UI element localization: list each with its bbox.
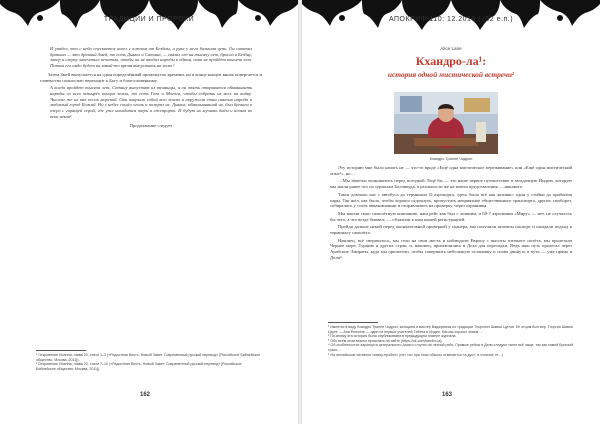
left-body-text: [40, 44, 262, 131]
left-page-number: 162: [140, 392, 151, 398]
paragraph: Наконец, всё свершилось, мы сели на свои места и наблюдали Европу с высоты птичьего полёта, мы пролетали Черное море, Турцию и других стран, и, наконец, приземлились в Доха для пересадки. Ведь наш путь пролегал через Арабские Эмираты, куда мы прилетели, чтобы совершить небольшую остановку и снова двинуть в путь — уже прямо в Дели⁴.: [330, 237, 572, 260]
intro-quote: И увидел, что с неба спускается ангел с ключом от Бездны, и руке у него большая цепь. Он схватил дракона — это древний Змей, то есть Дьявол и Сатана, — связал его на тысячу лет, бросил в Бездну, запер и сверху запечатал печатью, чтобы он не вводил народы в обман, пока не пройдёт тысяча лет. Потом его надо будет на какой-то время выпустить на волю.¹: [50, 46, 252, 69]
footnote: ² Откровение Иоанна, глава 20, стихи 7–10 («Радостная Весть. Новый Завет. Современный русский перевод» [Российское Библейское общество, Москва, 2011]).: [36, 362, 242, 371]
right-footnote-rule: [328, 322, 378, 323]
left-footnote-rule: [36, 350, 86, 351]
paragraph: Эту историю мне было начать не — что-то вроде «Ещё одна мистическое переживание» или «Ещё один мистический опыт³», но…: [330, 165, 572, 176]
right-page: [302, 0, 600, 424]
footnote: ¹ Имеется в виду Кхандро Тринле Чодрон, женщина и мастер Ваджраяны по традиции Тхоргэнгх Шавьи Цуглаг. Её отцом был вер. Тхорган Шавья Цэрнг — Ана Ринпоче — один из первых учителей Тибета в Индии. Как мы хорошо знаем…: [328, 325, 573, 334]
right-page-number: 163: [442, 392, 453, 398]
continuation-note: Продолжение следует: [129, 123, 173, 129]
left-footnotes: [36, 353, 262, 371]
left-running-head: ТРАДИЦИИ И ПРОРОКИ: [103, 16, 195, 23]
left-page: [0, 0, 298, 424]
right-footnotes: [328, 325, 574, 357]
paragraph: Такси домчало нас с автобуса до терминала D аэропорта, здесь было всё как активно: один у стойки до прибытия пары. Так шёл, как было, чтобы хорошо отдохнуть, пропустить неприятное общественного транспорта, другие, наоборот, собирались у стоек авиакомпании и отправлялись на проверку, через охранника.: [330, 191, 572, 209]
footnote: ⁴ Об особенностях аэропорта центрального Азия и о путях на лесной рейс. Прямые рейсы в Дели следуют ныне всё чаще, так как самой Бронзой трасс…: [328, 343, 574, 352]
paragraph: Пройдя дальше некий перед окончательной проверкой у сканера, мы получили штампы паспорт и ожидали подход к терминалу самолёта.: [330, 224, 572, 236]
right-body-text: [330, 165, 572, 263]
article-author: Alice Lane: [440, 46, 462, 51]
footnote: ⁵ На английском читается «киеку-пробно» (нет «а» при этом обычно отвечается «а дуо», в отличие от…): [328, 352, 504, 357]
article-title: Кхандро-ла¹:: [415, 54, 487, 68]
paragraph: Мы нашли свою самолётную компанию, наш рейс как был с лишним, и 60-7 аэролинии «Миру» — нет, не случалось бы чего, а что везде бывают, — облачили к ним нашей регистрацией.: [330, 210, 572, 222]
paragraph-1: Затем Змей выпускается на один определённый промежуток времени, но в конце концов вновь повергается и главенство полностью переходит к Богу и благословенному.: [40, 71, 262, 83]
footnote: ¹ Откровение Иоанна, глава 20, стихи 1–3 («Радостная Весть. Новый Завет. Современный русский перевод» [Российское Библейское общество, Москва, 2011]).: [36, 353, 261, 362]
footnote: ³ Обо всём этом можно прочитать на сайте [https://ok.com/kandro-la].: [328, 338, 443, 343]
left-page-ornament: [0, 0, 298, 30]
right-running-head: АПОКРИФ-110: 12.2016 (√52 е.п.): [388, 16, 514, 23]
footnote: ² По-иному эта история была опубликована в предыдущем номере журнала.: [328, 334, 457, 339]
quote-2: А когда пройдёт тысяча лет, Сатану выпустят из темницы, и он опять отправится обманывать народы со всех четырёх концов земли, то есть Гога и Магога, чтобы собрать их всех на войну. Числом же их как песок морской. Они покрыли собой всю землю и окружили стан святых народа и любимый город Божий. Но с небес сошёл огонь и пожрал их. Дьявол, обманывавший их, был брошен в озеро с горящей серой, где уже находится зверь и лжепророк. И будут их мучить днём и ночью во веки веков².: [50, 85, 252, 119]
article-photo: [394, 92, 498, 154]
paragraph: …Мы заметно волновались перед поездкой. Ещё бы — это наше первое путешествие в загадочную Индию, которую мы знали ранее что по сериалам Болливуда, в реальности же не имели представления — никакого.: [330, 178, 572, 190]
portrait-photo-icon: [394, 92, 498, 154]
photo-caption: Кхандро Тринле Чодрон: [429, 157, 473, 161]
right-page-ornament: [302, 0, 600, 30]
article-subtitle: история одной мистической встречи²: [387, 70, 515, 79]
